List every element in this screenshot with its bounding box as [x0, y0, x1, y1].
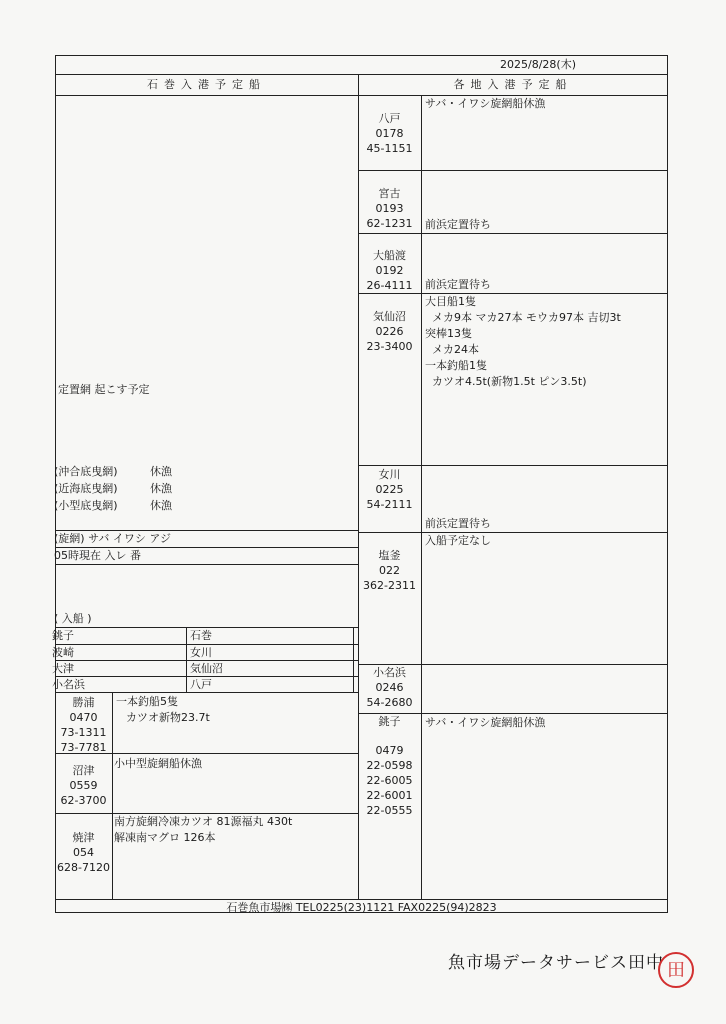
arrival-to: 気仙沼: [190, 662, 223, 675]
port-report-line: 小中型旋網船休漁: [114, 757, 202, 770]
port-report-line: 一本釣船5隻: [116, 695, 178, 708]
trawl-status: 休漁: [150, 465, 172, 478]
divider: [421, 95, 422, 899]
port-area-code: 0246: [375, 681, 404, 694]
port-report-line: メカ9本 マカ27本 モウカ97本 吉切3t: [432, 311, 621, 324]
port-report-line: 突棒13隻: [425, 327, 472, 340]
divider: [55, 547, 358, 548]
port-area-code: 0226: [375, 325, 404, 338]
port-report-line: 前浜定置待ち: [425, 517, 491, 530]
right-section-title: 各地入港予定船: [453, 78, 573, 91]
port-phone: 62-3700: [60, 794, 107, 807]
port-area-code: 0193: [375, 202, 404, 215]
port-name: 気仙沼: [373, 310, 406, 323]
arrival-to: 石巻: [190, 629, 212, 642]
arrival-from: 大津: [52, 662, 74, 675]
port-phone: 22-0598: [366, 759, 413, 772]
port-report-line: 前浜定置待ち: [425, 278, 491, 291]
port-report-line: 入船予定なし: [425, 534, 491, 547]
divider: [55, 95, 668, 96]
port-report-line: 一本釣船1隻: [425, 359, 487, 372]
divider: [186, 627, 187, 692]
port-phone: 73-1311: [60, 726, 107, 739]
port-phone: 54-2111: [366, 498, 413, 511]
divider: [358, 532, 668, 533]
arrival-to: 八戸: [190, 678, 212, 691]
divider: [358, 233, 668, 234]
port-name: 宮古: [378, 187, 401, 200]
port-phone: 26-4111: [366, 279, 413, 292]
divider: [353, 627, 354, 692]
port-report-line: サバ・イワシ旋網船休漁: [425, 716, 546, 729]
divider: [55, 692, 358, 693]
divider: [55, 676, 358, 677]
divider: [55, 644, 358, 645]
port-report-line: カツオ新物23.7t: [126, 711, 210, 724]
port-area-code: 022: [379, 564, 400, 577]
teichi-note: 定置網 起こす予定: [58, 383, 150, 396]
port-name: 女川: [378, 468, 401, 481]
port-area-code: 054: [73, 846, 94, 859]
port-area-code: 0559: [69, 779, 98, 792]
port-report-line: 南方旋網冷凍カツオ 81源福丸 430t: [114, 815, 293, 828]
port-phone: 628-7120: [57, 861, 110, 874]
footer-contact: 石巻魚市場㈱ TEL0225(23)1121 FAX0225(94)2823: [226, 901, 497, 914]
arrival-from: 小名浜: [52, 678, 85, 691]
divider: [55, 660, 358, 661]
arrival-from: 銚子: [52, 629, 74, 642]
port-phone: 45-1151: [366, 142, 413, 155]
port-area-code: 0470: [69, 711, 98, 724]
divider: [55, 899, 668, 900]
trawl-name: (沖合底曳網): [54, 465, 118, 478]
trawl-name: (近海底曳網): [54, 482, 118, 495]
divider: [55, 74, 668, 75]
port-report-line: 解凍南マグロ 126本: [114, 831, 216, 844]
port-report-line: 前浜定置待ち: [425, 218, 491, 231]
trawl-status: 休漁: [150, 482, 172, 495]
purse-seine-note: (旋網) サバ イワシ アジ: [54, 532, 171, 545]
report-date: 2025/8/28(木): [500, 58, 576, 71]
divider: [358, 465, 668, 466]
divider: [55, 530, 358, 531]
port-phone: 54-2680: [366, 696, 413, 709]
left-section-title: 石巻入港予定船: [147, 78, 266, 91]
divider: [55, 564, 358, 565]
port-phone: 22-0555: [366, 804, 413, 817]
port-name: 塩釜: [378, 549, 401, 562]
port-report-line: サバ・イワシ旋網船休漁: [425, 97, 546, 110]
port-phone: 23-3400: [366, 340, 413, 353]
divider: [55, 813, 358, 814]
port-name: 沼津: [72, 764, 95, 777]
arrival-from: 波崎: [52, 646, 74, 659]
trawl-name: (小型底曳網): [54, 499, 118, 512]
port-name: 焼津: [72, 831, 95, 844]
divider: [55, 627, 358, 628]
port-area-code: 0225: [375, 483, 404, 496]
port-phone: 22-6001: [366, 789, 413, 802]
port-report-line: 大目船1隻: [425, 295, 476, 308]
seal-stamp-icon: 田: [658, 952, 694, 988]
port-phone: 22-6005: [366, 774, 413, 787]
port-name: 銚子: [378, 715, 401, 728]
divider: [358, 293, 668, 294]
port-name: 小名浜: [373, 666, 406, 679]
arrival-to: 女川: [190, 646, 212, 659]
arrivals-label: ( 入船 ): [54, 612, 92, 625]
divider: [55, 753, 358, 754]
port-phone: 73-7781: [60, 741, 107, 754]
divider: [358, 170, 668, 171]
port-area-code: 0178: [375, 127, 404, 140]
purse-seine-time: 05時現在 入レ 番: [54, 549, 141, 562]
port-name: 八戸: [378, 112, 401, 125]
signature: 魚市場データサービス田中: [448, 953, 664, 973]
port-phone: 62-1231: [366, 217, 413, 230]
port-phone: 362-2311: [363, 579, 416, 592]
port-name: 勝浦: [72, 696, 95, 709]
divider: [112, 692, 113, 899]
port-report-line: カツオ4.5t(新物1.5t ピン3.5t): [432, 375, 587, 388]
port-area-code: 0479: [375, 744, 404, 757]
port-area-code: 0192: [375, 264, 404, 277]
trawl-status: 休漁: [150, 499, 172, 512]
port-name: 大船渡: [373, 249, 406, 262]
port-report-line: メカ24本: [432, 343, 479, 356]
